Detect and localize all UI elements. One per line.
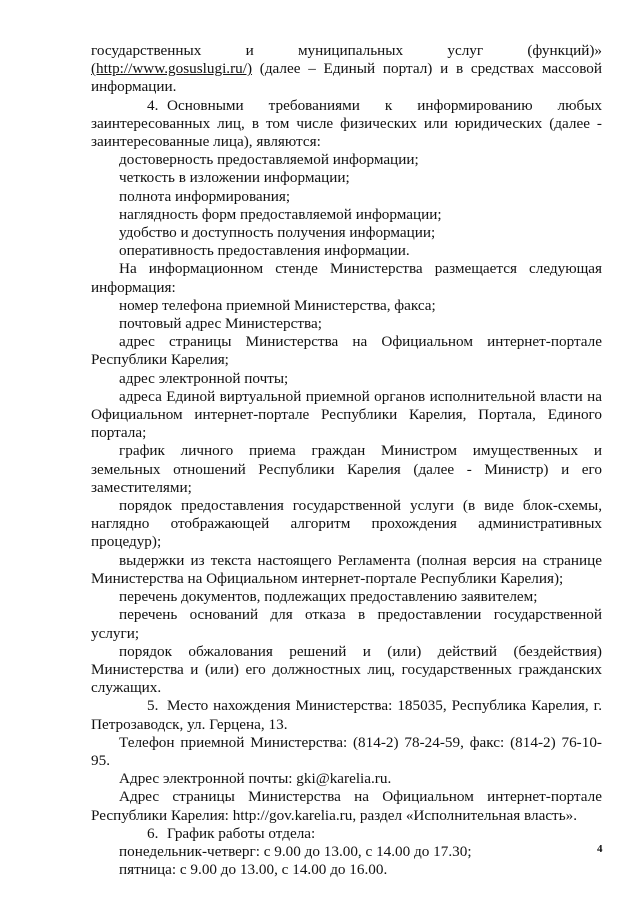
requirement-item: удобство и доступность получения информации;	[119, 224, 436, 242]
stand-item: порядок обжалования решений и (или) действий (бездействия) Министерства и (или) его должностных лиц, государственных гражданских служащих.	[91, 642, 602, 697]
paragraph-6-title: График работы отдела:	[167, 824, 316, 842]
stand-item: адрес электронной почты;	[119, 369, 289, 387]
page-number: 4	[597, 843, 603, 855]
requirement-item: четкость в изложении информации;	[119, 169, 350, 187]
requirement-item: наглядность форм предоставляемой информации;	[119, 205, 442, 223]
stand-item: перечень документов, подлежащих предоставлению заявителем;	[119, 588, 538, 606]
requirement-item: полнота информирования;	[119, 187, 291, 205]
stand-item: выдержки из текста настоящего Регламента (полная версия на странице Министерства на Официальном интернет-портале Республики Карелия);	[91, 551, 602, 587]
paragraph-4-body: заинтересованных лиц, в том числе физических или юридических (далее - заинтересованные лица), являются:	[91, 114, 602, 151]
paragraph-6-number: 6.	[147, 824, 159, 842]
work-hours-item: понедельник-четверг: с 9.00 до 13.00, с 14.00 до 17.30;	[119, 842, 472, 860]
stand-item: почтовый адрес Министерства;	[119, 315, 322, 333]
page-content	[91, 42, 602, 879]
paragraph-6	[91, 825, 602, 843]
requirement-item: оперативность предоставления информации.	[119, 242, 410, 260]
paragraph-5-phone: Телефон приемной Министерства: (814-2) 78-24-59, факс: (814-2) 76-10-95.	[91, 733, 602, 769]
stand-item: адреса Единой виртуальной приемной органов исполнительной власти на Официальном интернет-портале Республики Карелия, Портала, Единого портала;	[91, 387, 602, 442]
stand-item: перечень оснований для отказа в предоставлении государственной услуги;	[91, 606, 602, 642]
stand-item: график личного приема граждан Министром имущественных и земельных отношений Республики Карелия (далее - Министр) и его заместителями;	[91, 442, 602, 496]
paragraph-4-lead: Основными требованиями к информированию любых	[167, 96, 602, 114]
paragraph-5	[91, 697, 602, 733]
requirement-item: достоверность предоставляемой информации;	[119, 151, 419, 169]
gosuslugi-link[interactable]: (http://www.gosuslugi.ru/)	[91, 60, 253, 78]
paragraph-5-site: Адрес страницы Министерства на Официальном интернет-портале Республики Карелия: http://gov.karelia.ru, раздел «Исполнительная власть».	[91, 788, 602, 824]
stand-item: номер телефона приемной Министерства, факса;	[119, 296, 436, 314]
stand-item: порядок предоставления государственной услуги (в виде блок-схемы, наглядно отображающей алгоритм прохождения административных процедур);	[91, 497, 602, 551]
paragraph-4-head	[91, 97, 602, 115]
paragraph-5-email: Адрес электронной почты: gki@karelia.ru.	[119, 770, 392, 788]
work-hours-item: пятница: с 9.00 до 13.00, с 14.00 до 16.00.	[119, 861, 388, 879]
paragraph-services-line: государственных и муниципальных услуг (функций)»	[91, 42, 602, 59]
paragraph-5-address: Место нахождения Министерства: 185035, Республика Карелия, г. Петрозаводск, ул. Герцена, 13.	[91, 697, 602, 733]
paragraph-portal-text: (далее – Единый портал) и в средствах массовой информации.	[91, 60, 602, 96]
paragraph-5-number: 5.	[147, 697, 159, 715]
stand-item: адрес страницы Министерства на Официальном интернет-портале Республики Карелия;	[91, 333, 602, 369]
paragraph-4-number: 4.	[147, 96, 159, 114]
paragraph-portal	[91, 60, 602, 96]
stand-intro: На информационном стенде Министерства размещается следующая информация:	[91, 260, 602, 296]
